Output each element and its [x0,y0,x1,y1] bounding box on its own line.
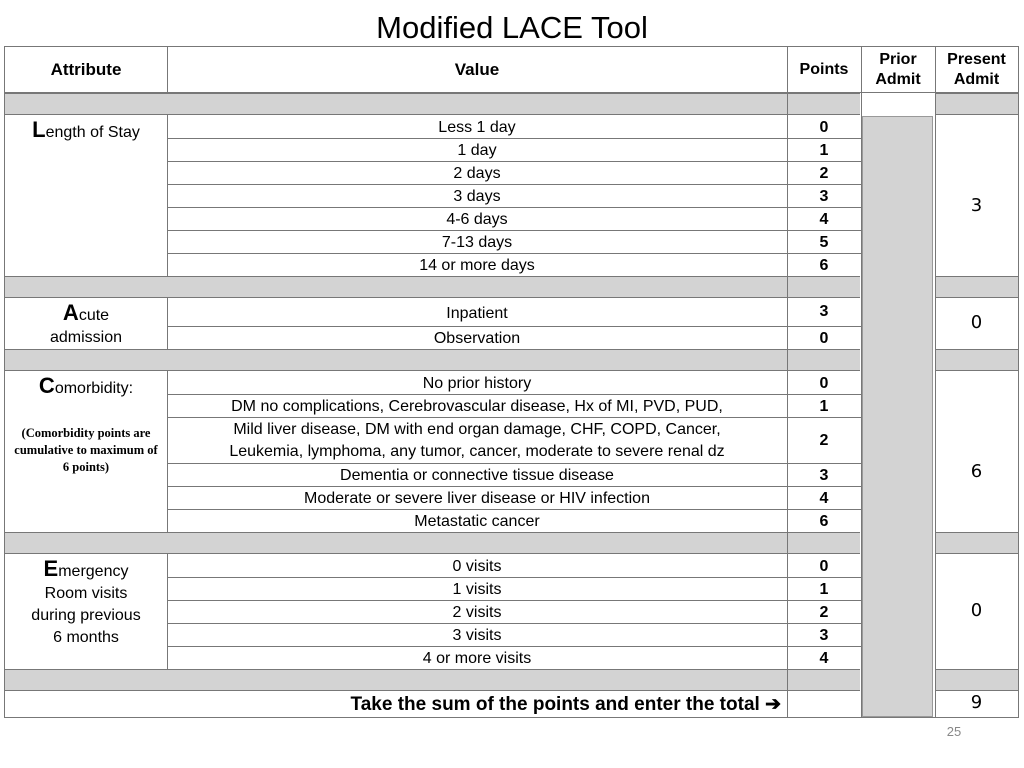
present-admit-score-e: 0 [970,600,983,621]
value-cell: Observation [433,330,521,347]
prior-admit-column [862,116,933,717]
points-cell: 3 [819,627,829,644]
present-admit-score-c: 6 [970,461,983,482]
attribute-length-of-stay: Length of Stay [32,117,140,142]
page-number: 25 [946,724,962,739]
value-cell: 4-6 days [446,211,508,228]
value-cell: 2 visits [452,604,502,621]
header-value: Value [454,59,500,79]
value-cell: 4 or more visits [422,650,532,667]
points-cell: 2 [819,432,829,449]
points-cell: 2 [819,165,829,182]
value-cell: 3 visits [452,627,502,644]
points-cell: 6 [819,257,829,274]
points-cell: 0 [819,375,829,392]
lace-table [4,46,1019,718]
header-present-admit: Present Admit [947,50,1006,88]
points-cell: 1 [819,581,829,598]
value-cell: 1 visits [452,581,502,598]
points-cell: 0 [819,558,829,575]
points-cell: 3 [819,188,829,205]
header-points: Points [799,60,849,78]
value-cell: Inpatient [446,305,508,322]
value-cell: 0 visits [452,558,502,575]
value-cell: 7-13 days [441,234,513,251]
points-cell: 4 [819,650,829,667]
value-cell: 1 day [457,142,497,159]
points-cell: 5 [819,234,829,251]
separator-row [936,276,1018,298]
value-cell: Metastatic cancer [414,513,540,530]
attribute-comorbidity: Comorbidity: [38,373,134,398]
points-cell: 6 [819,513,829,530]
points-total-cell [788,694,861,716]
value-cell: No prior history [422,375,532,392]
separator-row [936,93,1018,115]
arrow-right-icon: ➔ [765,694,781,715]
points-cell: 0 [819,330,829,347]
points-cell: 0 [819,119,829,136]
separator-row [936,349,1018,371]
points-cell: 2 [819,604,829,621]
header-prior-admit: Prior Admit [875,50,921,88]
attribute-emergency-visits: Emergency Room visits during previous 6 months [31,556,141,646]
total-instruction: Take the sum of the points and enter the total ➔ [350,694,781,715]
points-cell: 1 [819,142,829,159]
points-cell: 4 [819,490,829,507]
points-cell: 3 [819,467,829,484]
value-cell: Moderate or severe liver disease or HIV infection [304,490,650,507]
present-admit-score-a: 0 [970,312,983,333]
separator-row [5,669,860,691]
page-title: Modified LACE Tool [376,10,648,45]
attribute-acute-admission: Acute admission [49,300,123,346]
points-cell: 1 [819,398,829,415]
separator-row [5,349,860,371]
value-cell: Dementia or connective tissue disease [340,467,614,484]
comorbidity-note: (Comorbidity points are cumulative to maximum of 6 points) [14,426,158,474]
value-cell: 14 or more days [419,257,535,274]
value-cell: Less 1 day [438,119,516,136]
present-admit-score-l: 3 [970,195,983,216]
present-admit-total: 9 [970,692,983,713]
header-attribute: Attribute [50,59,122,79]
value-cell: DM no complications, Cerebrovascular disease, Hx of MI, PVD, PUD, [231,398,723,415]
separator-row [936,532,1018,554]
separator-row [936,669,1018,691]
value-cell: 2 days [453,165,501,182]
value-cell: Mild liver disease, DM with end organ damage, CHF, COPD, Cancer, Leukemia, lymphoma, any tumor, cancer, moderate to severe renal dz [229,421,725,460]
points-cell: 3 [819,303,829,320]
points-cell: 4 [819,211,829,228]
separator-row [5,532,860,554]
value-cell: 3 days [453,188,501,205]
separator-row [5,93,860,115]
separator-row [5,276,860,298]
